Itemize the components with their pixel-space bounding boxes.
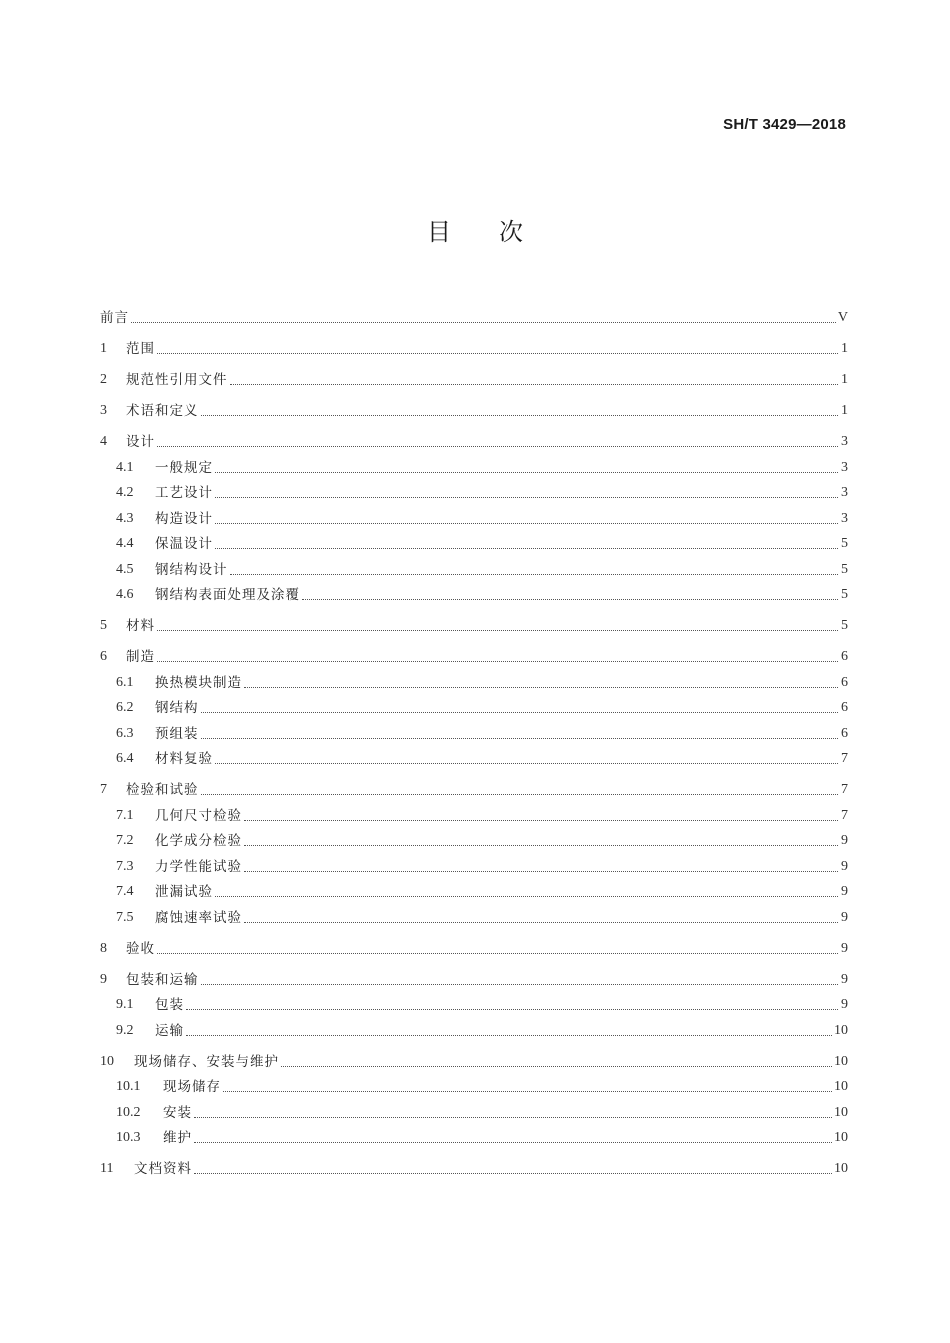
toc-entry-title: 现场储存 xyxy=(163,1079,221,1095)
toc-entry-number: 4.5 xyxy=(116,561,134,577)
toc-entry-number: 6.4 xyxy=(116,751,134,766)
toc-entry-number: 9.2 xyxy=(116,1022,134,1038)
toc-entry-page: V xyxy=(837,310,848,325)
toc-entry-title: 化学成分检验 xyxy=(155,833,242,849)
toc-entry-number: 4.3 xyxy=(116,510,134,526)
toc-entry-number: 4.1 xyxy=(116,459,134,475)
toc-entry[interactable] xyxy=(100,825,848,851)
toc-entry-title: 前言 xyxy=(100,310,129,326)
toc-entry-title: 检验和试验 xyxy=(126,782,199,798)
toc-entry-number: 10 xyxy=(100,1053,114,1069)
toc-entry[interactable] xyxy=(100,717,848,743)
toc-entry-page: 10 xyxy=(834,1053,848,1069)
toc-entry-title: 钢结构 xyxy=(155,700,199,716)
dot-leader xyxy=(186,1025,832,1036)
toc-entry-page: 9 xyxy=(841,940,848,956)
toc-entry-page: 3 xyxy=(841,510,848,526)
toc-entry-title: 材料 xyxy=(126,618,155,634)
toc-entry-title: 安装 xyxy=(163,1104,192,1121)
toc-entry-title: 换热模块制造 xyxy=(155,674,242,691)
toc-entry[interactable] xyxy=(100,1040,848,1071)
toc-entry-page: 9 xyxy=(841,909,848,925)
toc-entry-page: 9 xyxy=(841,833,848,848)
toc-entry[interactable] xyxy=(100,502,848,528)
toc-entry[interactable] xyxy=(100,635,848,666)
toc-entry-title: 工艺设计 xyxy=(155,485,213,501)
toc-entry-page: 10 xyxy=(834,1104,848,1120)
dot-leader xyxy=(194,1107,832,1118)
toc-entry-page: 9 xyxy=(841,971,848,987)
toc-entry-title: 一般规定 xyxy=(155,459,213,476)
toc-entry-page: 3 xyxy=(841,434,848,449)
toc-entry-page: 10 xyxy=(834,1079,848,1094)
toc-entry-number: 7.5 xyxy=(116,909,134,925)
toc-entry[interactable] xyxy=(100,743,848,769)
dot-leader xyxy=(244,677,838,688)
dot-leader xyxy=(157,436,838,447)
toc-entry-title: 运输 xyxy=(155,1022,184,1039)
toc-entry[interactable] xyxy=(100,553,848,579)
toc-entry-title: 维护 xyxy=(163,1130,192,1146)
toc-entry-page: 5 xyxy=(841,618,848,633)
dot-leader xyxy=(194,1163,832,1174)
toc-entry-number: 7.3 xyxy=(116,858,134,874)
toc-list xyxy=(100,296,848,1178)
toc-entry-page: 7 xyxy=(841,782,848,797)
dot-leader xyxy=(215,513,838,524)
toc-entry[interactable] xyxy=(100,1147,848,1178)
toc-entry-number: 6.1 xyxy=(116,674,134,690)
toc-entry-number: 9.1 xyxy=(116,997,134,1012)
toc-entry-page: 10 xyxy=(834,1161,848,1176)
dot-leader xyxy=(201,405,839,416)
toc-entry-number: 11 xyxy=(100,1161,114,1176)
dot-leader xyxy=(157,620,838,631)
toc-entry-page: 5 xyxy=(841,536,848,551)
toc-entry-title: 包装和运输 xyxy=(126,971,199,988)
toc-entry-title: 保温设计 xyxy=(155,536,213,552)
toc-entry-title: 几何尺寸检验 xyxy=(155,807,242,824)
toc-entry[interactable] xyxy=(100,579,848,605)
dot-leader xyxy=(194,1132,832,1143)
toc-entry[interactable] xyxy=(100,927,848,958)
toc-entry-page: 5 xyxy=(841,587,848,602)
toc-entry-page: 3 xyxy=(841,485,848,500)
toc-entry-number: 7.4 xyxy=(116,884,134,899)
toc-entry[interactable] xyxy=(100,358,848,389)
toc-entry[interactable] xyxy=(100,420,848,451)
toc-entry-number: 10.3 xyxy=(116,1130,141,1145)
toc-entry-page: 7 xyxy=(841,751,848,766)
toc-entry-page: 9 xyxy=(841,997,848,1012)
toc-entry-page: 10 xyxy=(834,1022,848,1038)
toc-entry[interactable] xyxy=(100,604,848,635)
toc-entry[interactable] xyxy=(100,389,848,420)
toc-entry-number: 4.2 xyxy=(116,485,134,500)
toc-entry[interactable] xyxy=(100,850,848,876)
toc-entry-page: 6 xyxy=(841,674,848,690)
toc-entry[interactable] xyxy=(100,451,848,477)
toc-entry-number: 2 xyxy=(100,372,107,387)
toc-entry-number: 4.4 xyxy=(116,536,134,551)
dot-leader xyxy=(215,487,838,498)
document-code: SH/T 3429—2018 xyxy=(723,116,846,133)
toc-entry-title: 现场储存、安装与维护 xyxy=(134,1053,279,1070)
toc-entry[interactable] xyxy=(100,1096,848,1122)
toc-entry[interactable] xyxy=(100,477,848,503)
toc-entry-number: 10.2 xyxy=(116,1104,141,1120)
toc-entry-title: 包装 xyxy=(155,997,184,1013)
dot-leader xyxy=(281,1056,832,1067)
dot-leader xyxy=(244,810,838,821)
toc-entry-number: 3 xyxy=(100,403,107,418)
toc-entry[interactable] xyxy=(100,327,848,358)
toc-entry-page: 9 xyxy=(841,858,848,874)
toc-entry-page: 1 xyxy=(841,341,848,356)
dot-leader xyxy=(157,343,838,354)
dot-leader xyxy=(244,835,838,846)
dot-leader xyxy=(223,1081,832,1092)
toc-entry-title: 预组装 xyxy=(155,725,199,742)
toc-entry[interactable] xyxy=(100,296,848,327)
dot-leader xyxy=(201,728,839,739)
dot-leader xyxy=(244,861,838,872)
dot-leader xyxy=(131,312,836,323)
toc-entry-page: 1 xyxy=(841,403,848,418)
toc-entry-number: 4.6 xyxy=(116,587,134,602)
toc-entry-title: 泄漏试验 xyxy=(155,884,213,900)
dot-leader xyxy=(186,999,838,1010)
dot-leader xyxy=(201,784,839,795)
dot-leader xyxy=(215,753,838,764)
toc-entry[interactable] xyxy=(100,989,848,1015)
dot-leader xyxy=(215,538,838,549)
toc-entry-number: 6.2 xyxy=(116,700,134,715)
toc-entry-title: 范围 xyxy=(126,341,155,357)
dot-leader xyxy=(157,651,838,662)
toc-entry-title: 文档资料 xyxy=(134,1161,192,1177)
toc-entry-page: 6 xyxy=(841,725,848,741)
toc-entry-page: 9 xyxy=(841,884,848,899)
toc-entry-title: 力学性能试验 xyxy=(155,858,242,875)
toc-entry-number: 9 xyxy=(100,971,107,987)
toc-entry-number: 4 xyxy=(100,434,107,449)
toc-title: 目次 xyxy=(427,218,571,246)
toc-entry[interactable] xyxy=(100,768,848,799)
dot-leader xyxy=(230,374,839,385)
toc-entry-number: 7 xyxy=(100,782,107,797)
toc-entry-title: 设计 xyxy=(126,434,155,450)
toc-entry[interactable] xyxy=(100,876,848,902)
dot-leader xyxy=(244,912,838,923)
toc-entry-title: 规范性引用文件 xyxy=(126,372,228,388)
toc-entry[interactable] xyxy=(100,1071,848,1097)
toc-entry-page: 6 xyxy=(841,700,848,715)
toc-entry-page: 3 xyxy=(841,459,848,475)
dot-leader xyxy=(302,589,838,600)
toc-entry[interactable] xyxy=(100,799,848,825)
toc-entry-page: 10 xyxy=(834,1130,848,1145)
toc-entry-page: 1 xyxy=(841,372,848,387)
toc-entry-number: 1 xyxy=(100,341,107,356)
toc-entry-number: 5 xyxy=(100,618,107,633)
toc-entry-title: 钢结构表面处理及涂覆 xyxy=(155,587,300,603)
toc-entry[interactable] xyxy=(100,958,848,989)
toc-entry-number: 7.1 xyxy=(116,807,134,823)
toc-entry-title: 验收 xyxy=(126,940,155,957)
toc-entry[interactable] xyxy=(100,901,848,927)
toc-entry-title: 制造 xyxy=(126,649,155,665)
toc-entry-number: 7.2 xyxy=(116,833,134,848)
toc-entry-title: 腐蚀速率试验 xyxy=(155,909,242,926)
toc-entry[interactable] xyxy=(100,1122,848,1148)
toc-entry-number: 10.1 xyxy=(116,1079,141,1094)
dot-leader xyxy=(201,974,839,985)
dot-leader xyxy=(215,462,838,473)
dot-leader xyxy=(157,943,838,954)
toc-entry-title: 术语和定义 xyxy=(126,403,199,419)
toc-entry-title: 构造设计 xyxy=(155,510,213,527)
toc-entry-number: 6.3 xyxy=(116,725,134,741)
dot-leader xyxy=(230,564,839,575)
toc-entry-page: 7 xyxy=(841,807,848,823)
toc-entry[interactable] xyxy=(100,528,848,554)
toc-entry-title: 钢结构设计 xyxy=(155,561,228,578)
toc-entry-page: 6 xyxy=(841,649,848,664)
dot-leader xyxy=(201,702,839,713)
toc-entry[interactable] xyxy=(100,666,848,692)
toc-entry-page: 5 xyxy=(841,561,848,577)
toc-entry-number: 8 xyxy=(100,940,107,956)
toc-entry-number: 6 xyxy=(100,649,107,664)
toc-entry-title: 材料复验 xyxy=(155,751,213,767)
toc-entry[interactable] xyxy=(100,692,848,718)
dot-leader xyxy=(215,886,838,897)
toc-entry[interactable] xyxy=(100,1014,848,1040)
